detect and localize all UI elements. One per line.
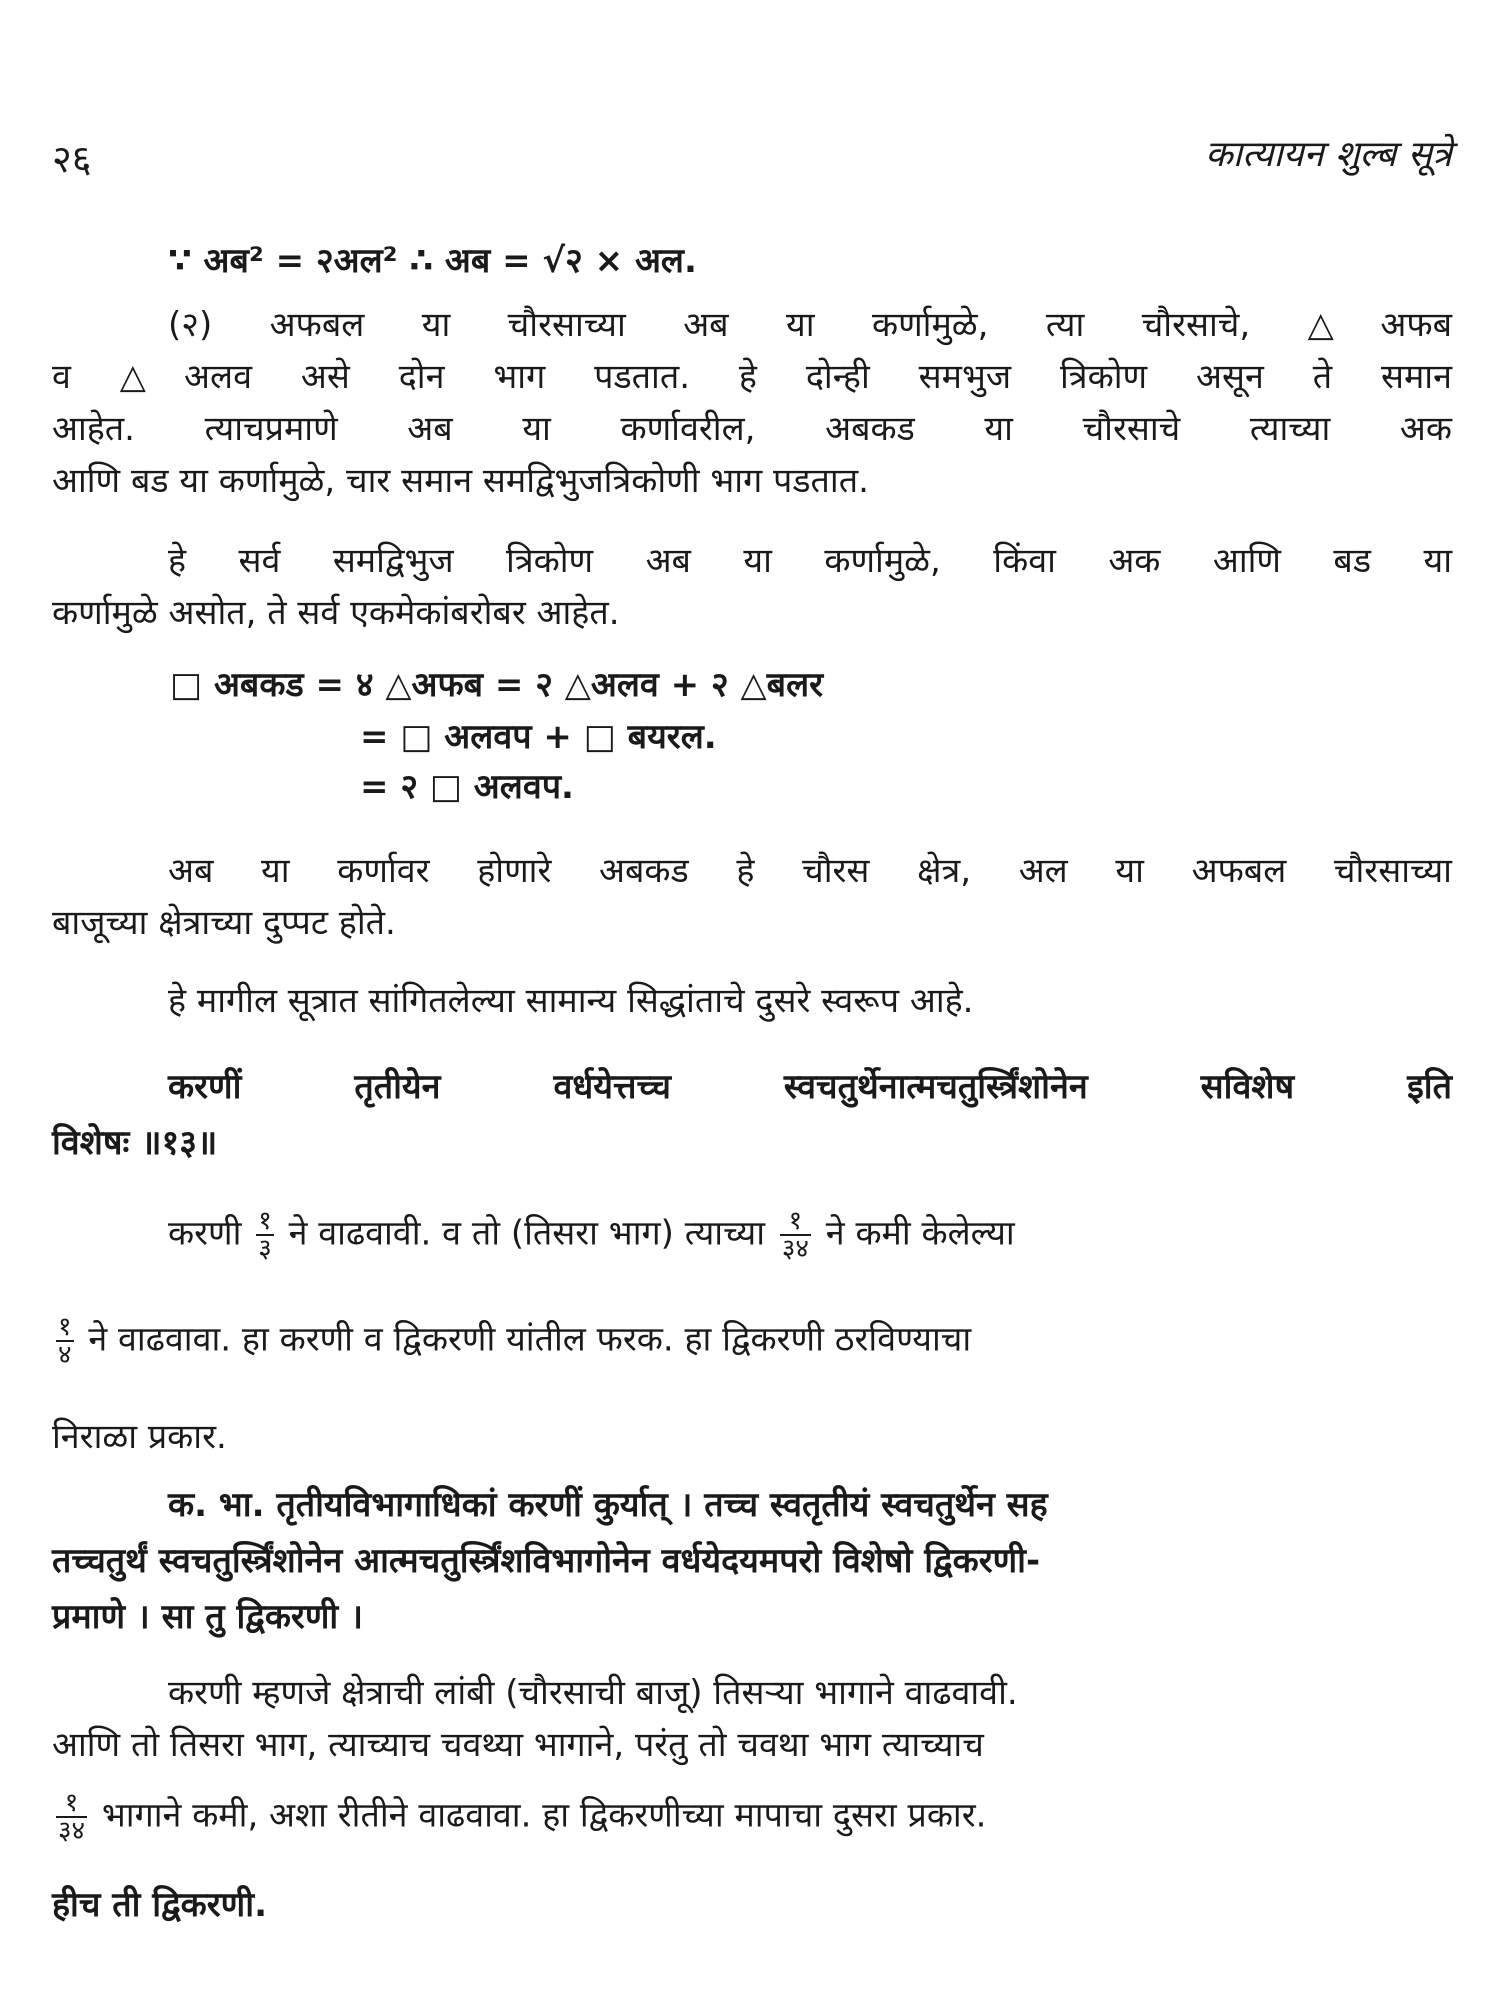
- fraction-denominator: ३४: [58, 1816, 86, 1846]
- paragraph-line: [52, 1314, 1452, 1368]
- fraction-numerator: १: [258, 1206, 272, 1236]
- fraction: [56, 1790, 87, 1844]
- paragraph-line: करणी म्हणजे क्षेत्राची लांबी (चौरसाची बाजू) तिसऱ्या भागाने वाढवावी.: [168, 1673, 1018, 1713]
- paragraph-line: [52, 1790, 1452, 1844]
- commentary-line: प्रमाणे । सा तु द्विकरणी ।: [52, 1597, 363, 1637]
- running-header-title: कात्यायन शुल्ब सूत्रे: [1205, 134, 1452, 175]
- fraction-numerator: १: [58, 1312, 72, 1342]
- fraction-numerator: १: [780, 1208, 811, 1236]
- equation-line: = २ □ अलवप.: [360, 767, 574, 807]
- page-number: २६: [52, 137, 92, 181]
- paragraph-line: कर्णामुळे असोत, ते सर्व एकमेकांबरोबर आहेत.: [52, 593, 620, 633]
- paragraph-line: बाजूच्या क्षेत्राच्या दुप्पट होते.: [52, 903, 396, 943]
- text-span: ने कमी केलेल्या: [825, 1213, 1015, 1254]
- fraction-denominator: ३४: [781, 1234, 809, 1264]
- paragraph-line: आहेत. त्याचप्रमाणे अब या कर्णावरील, अबकड या चौरसाचे त्याच्या अक: [52, 409, 1452, 449]
- fraction: [56, 1314, 74, 1368]
- paragraph-line: आणि तो तिसरा भाग, त्याच्याच चवथ्या भागाने, परंतु तो चवथा भाग त्याच्याच: [52, 1725, 984, 1765]
- sutra-line: करणीं तृतीयेन वर्धयेत्तच्च स्वचतुर्थेनात्मचतुर्स्त्रिंशोनेन सविशेष इति: [168, 1067, 1452, 1107]
- paragraph-line: हे सर्व समद्विभुज त्रिकोण अब या कर्णामुळे, किंवा अक आणि बड या: [168, 541, 1452, 581]
- commentary-line: क. भा. तृतीयविभागाधिकां करणीं कुर्यात् । तच्च स्वतृतीयं स्वचतुर्थेन सह: [168, 1485, 1048, 1525]
- paragraph-line: (२) अफबल या चौरसाच्या अब या कर्णामुळे, त्या चौरसाचे, △अफब: [168, 305, 1452, 345]
- equation-line: □ अबकड = ४ △अफब = २ △अलव + २ △बलर: [170, 665, 824, 705]
- sutra-line: विशेषः ॥१३॥: [52, 1123, 218, 1163]
- fraction: [256, 1208, 274, 1262]
- commentary-line: तच्चतुर्थं स्वचतुर्स्त्रिंशोनेन आत्मचतुर्स्त्रिंशविभागोनेन वर्धयेदयमपरो विशेषो द्विकरणी-: [52, 1541, 1041, 1581]
- paragraph-line: आणि बड या कर्णामुळे, चार समान समद्विभुजत्रिकोणी भाग पडतात.: [52, 461, 869, 501]
- paragraph-line: व △अलव असे दोन भाग पडतात. हे दोन्ही समभुज त्रिकोण असून ते समान: [52, 357, 1452, 397]
- fraction-denominator: ४: [58, 1340, 72, 1370]
- fraction-denominator: ३: [258, 1234, 272, 1264]
- text-span: ने वाढवावी. व तो (तिसरा भाग) त्याच्या: [288, 1213, 766, 1254]
- paragraph-line: हे मागील सूत्रात सांगितलेल्या सामान्य सिद्धांताचे दुसरे स्वरूप आहे.: [168, 981, 974, 1021]
- paragraph-line: [168, 1208, 1452, 1262]
- equation-line: = □ अलवप + □ बयरल.: [360, 717, 717, 757]
- text-span: भागाने कमी, अशा रीतीने वाढवावा. हा द्विकरणीच्या मापाचा दुसरा प्रकार.: [101, 1795, 987, 1836]
- text-span: ने वाढवावा. हा करणी व द्विकरणी यांतील फरक. हा द्विकरणी ठरविण्याचा: [88, 1319, 972, 1360]
- paragraph-line: निराळा प्रकार.: [52, 1417, 227, 1457]
- formula-line: ∵ अब² = २अल² ∴ अब = √२ × अल.: [168, 241, 697, 281]
- text-span: करणी: [168, 1213, 242, 1254]
- paragraph-line: हीच ती द्विकरणी.: [52, 1885, 267, 1925]
- fraction-numerator: १: [56, 1790, 87, 1818]
- fraction: [780, 1208, 811, 1262]
- paragraph-line: अब या कर्णावर होणारे अबकड हे चौरस क्षेत्र, अल या अफबल चौरसाच्या: [168, 851, 1452, 891]
